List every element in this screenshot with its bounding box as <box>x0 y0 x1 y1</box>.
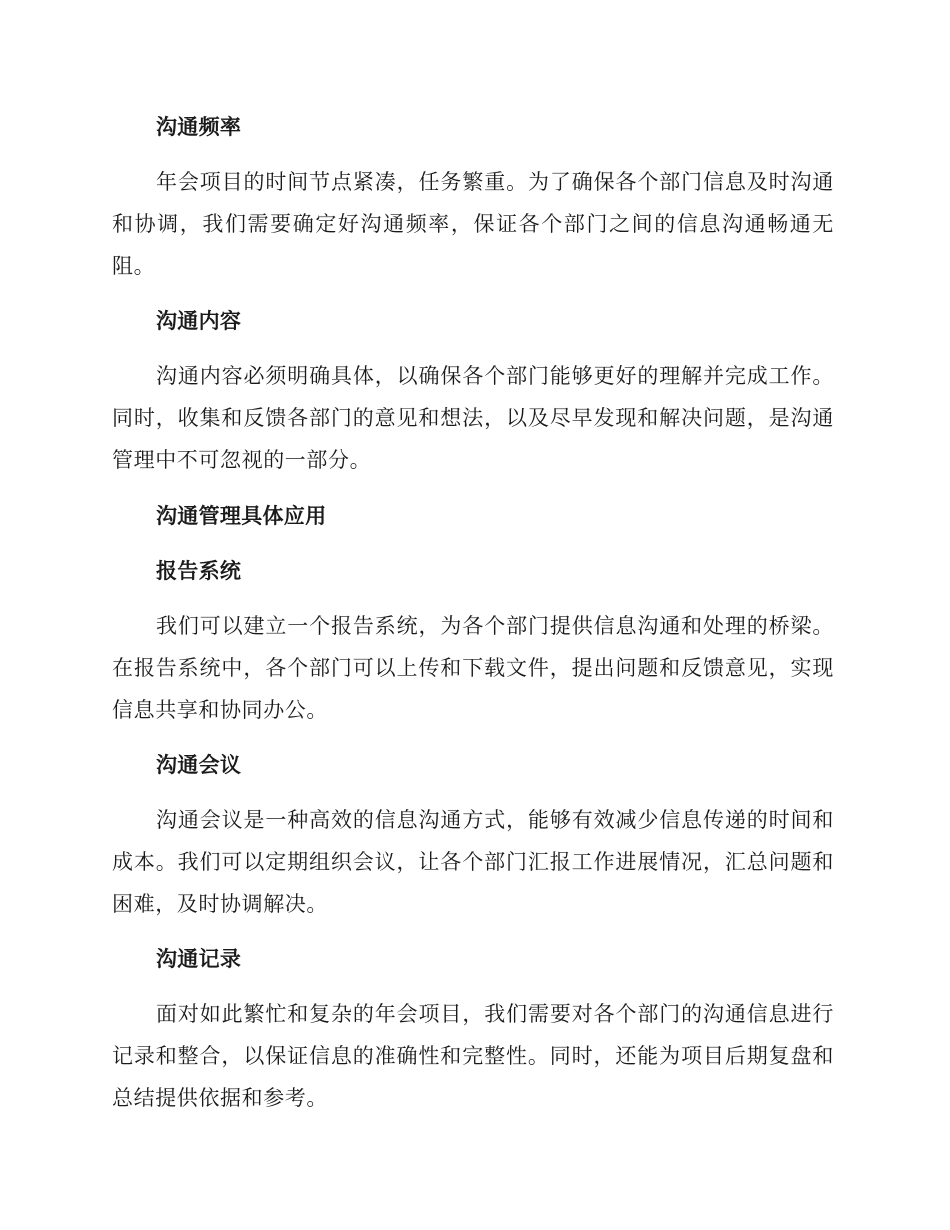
section-paragraph-communication-record: 面对如此繁忙和复杂的年会项目，我们需要对各个部门的沟通信息进行记录和整合，以保证信息的准确性和完整性。同时，还能为项目后期复盘和总结提供依据和参考。 <box>112 1002 834 1110</box>
section-heading-communication-record: 沟通记录 <box>156 947 242 971</box>
section-paragraph-communication-content: 沟通内容必须明确具体，以确保各个部门能够更好的理解并完成工作。同时，收集和反馈各部门的意见和想法，以及尽早发现和解决问题，是沟通管理中不可忽视的一部分。 <box>112 364 834 472</box>
section-heading-communication-content: 沟通内容 <box>156 309 242 333</box>
section-paragraph-report-system: 我们可以建立一个报告系统，为各个部门提供信息沟通和处理的桥梁。在报告系统中，各个部门可以上传和下载文件，提出问题和反馈意见，实现信息共享和协同办公。 <box>112 614 834 722</box>
section-paragraph-communication-meeting: 沟通会议是一种高效的信息沟通方式，能够有效减少信息传递的时间和成本。我们可以定期组织会议，让各个部门汇报工作进展情况，汇总问题和困难，及时协调解决。 <box>112 808 834 916</box>
section-heading-report-system: 报告系统 <box>156 559 242 583</box>
section-paragraph-communication-frequency: 年会项目的时间节点紧凑，任务繁重。为了确保各个部门信息及时沟通和协调，我们需要确定好沟通频率，保证各个部门之间的信息沟通畅通无阻。 <box>112 170 834 278</box>
section-heading-communication-frequency: 沟通频率 <box>156 115 242 139</box>
section-heading-communication-application: 沟通管理具体应用 <box>156 504 327 528</box>
section-heading-communication-meeting: 沟通会议 <box>156 753 242 777</box>
